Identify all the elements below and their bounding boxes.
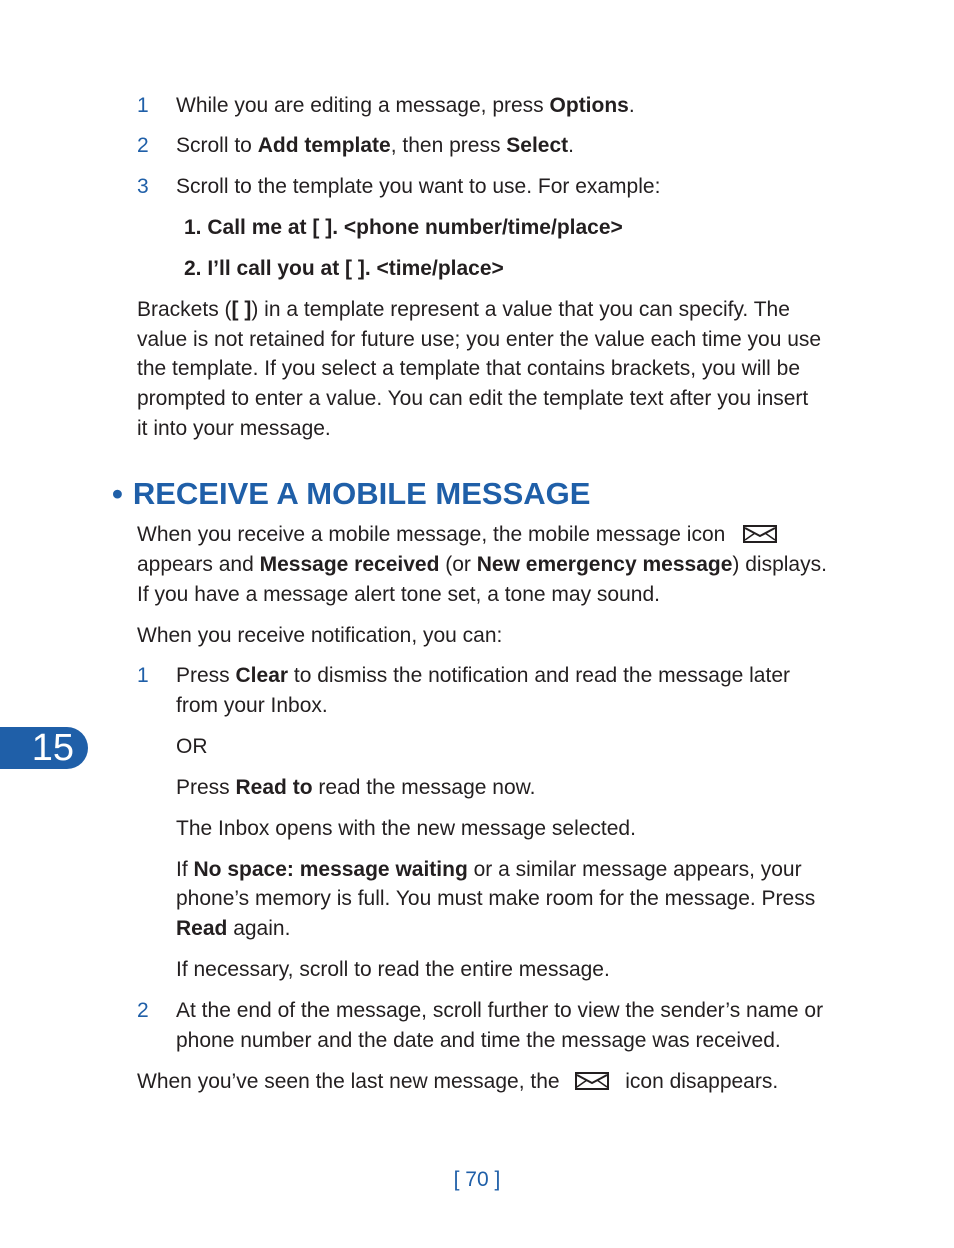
ui-term: New emergency message — [476, 553, 733, 576]
template-example: 2. I’ll call you at [ ]. <time/place> — [184, 257, 504, 280]
paragraph-line: prompted to enter a value. You can edit the template text after you insert — [137, 387, 809, 410]
chapter-tab — [0, 727, 88, 769]
page-number: [ 70 ] — [453, 1168, 501, 1191]
ui-term: No space: message waiting — [193, 858, 468, 881]
step-text: Press Read to read the message now. — [176, 776, 536, 799]
step-number: 1 — [137, 664, 149, 687]
step-text: Read again. — [176, 917, 291, 940]
ui-term: Read — [176, 917, 228, 940]
paragraph-line: When you receive a mobile message, the mobile message icon — [137, 520, 777, 550]
section-heading — [112, 474, 590, 514]
message-icon — [575, 1069, 609, 1087]
ui-term: Message received — [259, 553, 440, 576]
step-number: 3 — [137, 175, 149, 198]
step-text: If No space: message waiting or a similar message appears, your — [176, 858, 802, 881]
paragraph-line: Brackets ([ ]) in a template represent a value that you can specify. The — [137, 298, 790, 321]
step-text: phone number and the date and time the message was received. — [176, 1029, 781, 1052]
ui-term: Read to — [235, 776, 313, 799]
step-text: At the end of the message, scroll further to view the sender’s name or — [176, 999, 824, 1022]
paragraph-line: When you’ve seen the last new message, the icon disappears. — [137, 1070, 779, 1093]
chapter-number: 15 — [31, 727, 74, 769]
paragraph-line: the template. If you select a template that contains brackets, you will be — [137, 357, 801, 380]
step-text: While you are editing a message, press Options. — [176, 94, 635, 117]
paragraph-line: it into your message. — [137, 417, 331, 440]
ui-term: Options — [549, 94, 629, 117]
step-text: phone’s memory is full. You must make room for the message. Press — [176, 887, 816, 910]
heading-title: RECEIVE A MOBILE MESSAGE — [132, 476, 591, 511]
paragraph-line: appears and Message received (or New emergency message) displays. — [137, 553, 827, 576]
paragraph-line: If you have a message alert tone set, a tone may sound. — [137, 583, 660, 606]
step-text: from your Inbox. — [176, 694, 328, 717]
step-text: Press Clear to dismiss the notification and read the message later — [176, 664, 790, 687]
step-text: Scroll to Add template, then press Select. — [176, 134, 574, 157]
ui-term: Add template — [257, 134, 391, 157]
step-text: The Inbox opens with the new message selected. — [176, 817, 636, 840]
ui-term: Clear — [235, 664, 289, 687]
step-number: 1 — [137, 94, 149, 117]
heading-bullet: • — [112, 476, 123, 511]
step-number: 2 — [137, 134, 149, 157]
step-number: 2 — [137, 999, 149, 1022]
message-icon — [743, 522, 777, 540]
paragraph-line: value is not retained for future use; you enter the value each time you use — [137, 328, 822, 351]
step-text: If necessary, scroll to read the entire message. — [176, 958, 610, 981]
template-example: 1. Call me at [ ]. <phone number/time/place> — [184, 216, 623, 239]
or-text: OR — [176, 735, 208, 758]
step-text: Scroll to the template you want to use. For example: — [176, 175, 661, 198]
ui-term: Select — [506, 134, 569, 157]
paragraph-line: When you receive notification, you can: — [137, 624, 503, 647]
